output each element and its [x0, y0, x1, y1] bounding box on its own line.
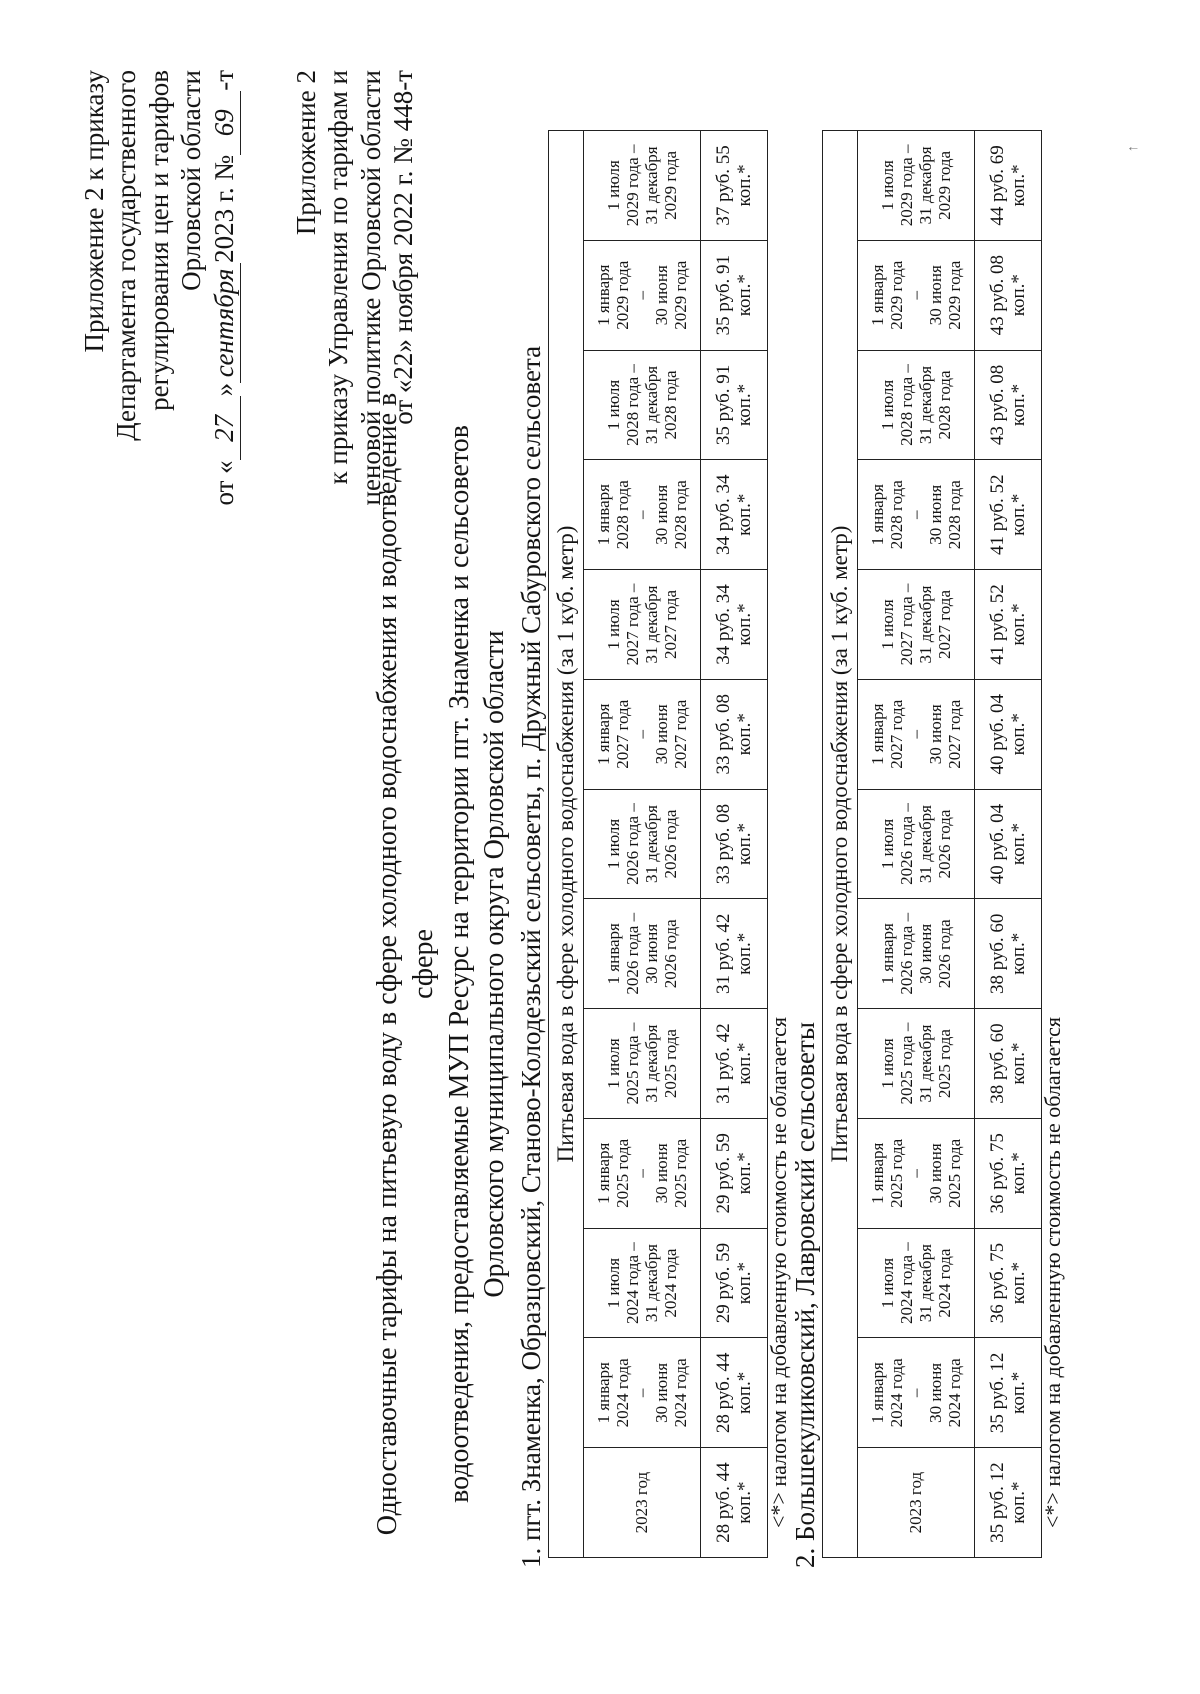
period-line: 30 июня	[651, 1362, 671, 1423]
tariff-value-cell	[975, 1448, 1042, 1558]
margin-mark: ↑	[1126, 145, 1141, 152]
section-1-heading: 1. пгт. Знаменка, Образцовский, Станово-Колодезьский сельсоветы, п. Дружный Сабуровского сельсовета	[516, 345, 546, 1568]
tariff-value-line: 41 руб. 52	[986, 584, 1008, 665]
table-caption: Питьевая вода в сфере холодного водоснабжения (за 1 куб. метр)	[823, 131, 858, 1558]
period-line: 2024 года	[613, 1358, 633, 1428]
period-header-cell	[584, 1228, 701, 1338]
period-header-cell	[584, 1009, 701, 1119]
period-line: 2027 года	[944, 699, 964, 769]
period-line: 2025 года	[661, 1029, 681, 1099]
tariff-value-cell	[701, 240, 768, 350]
period-line: 2026 года	[661, 809, 681, 879]
period-header-cell	[584, 131, 701, 241]
period-line: 31 декабря	[916, 146, 935, 225]
period-line: 30 июня	[651, 484, 671, 545]
period-line: 31 декабря	[642, 585, 661, 664]
period-line: 2025 года –	[622, 1022, 642, 1105]
period-header-cell	[584, 789, 701, 899]
tariff-value-cell	[975, 1228, 1042, 1338]
period-line: 31 декабря	[642, 146, 661, 225]
period-header-cell	[584, 570, 701, 680]
section-2-heading: 2. Большекуликовский, Лавровский сельсоветы	[790, 1022, 820, 1568]
appendix-new-block	[78, 70, 241, 506]
period-line: –	[632, 290, 652, 300]
tariff-value-line: 40 руб. 04	[986, 694, 1008, 775]
tariff-value-cell	[975, 570, 1042, 680]
period-line: –	[632, 1169, 652, 1178]
period-line: 1 июля	[603, 379, 623, 431]
period-line: 2025 года	[613, 1138, 633, 1208]
period-line: 2023 год	[632, 1471, 652, 1534]
tariff-value-cell	[975, 1009, 1042, 1119]
period-line: 2023 год	[906, 1471, 926, 1534]
period-line: 1 июля	[603, 1038, 623, 1089]
tariff-value-line: коп.*	[734, 493, 755, 536]
period-line: 2028 года	[670, 480, 690, 550]
tariff-value-line: 35 руб. 12	[986, 1462, 1008, 1543]
tariff-value-cell	[975, 460, 1042, 570]
tariff-value-cell	[701, 789, 768, 899]
tariff-value-line: 28 руб. 44	[712, 1352, 734, 1434]
tariff-value-line: коп.*	[1008, 932, 1029, 975]
period-line: 1 июля	[603, 160, 623, 211]
period-line: 2027 года –	[896, 583, 916, 666]
period-line: 2029 года	[670, 260, 690, 330]
period-line: 30 июня	[916, 923, 935, 984]
appendix-old-line3: ценовой политике Орловской области	[355, 70, 386, 506]
tariff-value-line: коп.*	[734, 1262, 755, 1305]
period-header-cell	[858, 350, 975, 460]
period-line: 1 июля	[603, 818, 623, 870]
tariff-value-line: коп.*	[1008, 383, 1029, 427]
period-header-cell	[584, 240, 701, 350]
period-line: 2026 года –	[896, 912, 916, 995]
period-line: 30 июня	[925, 265, 945, 326]
period-line: 1 июля	[603, 1257, 623, 1309]
period-line: 2025 года –	[896, 1022, 916, 1105]
period-line: 2027 года –	[622, 583, 642, 666]
period-line: 1 января	[868, 1362, 888, 1424]
tariff-value-line: коп.*	[734, 713, 755, 756]
period-line: 30 июня	[925, 1362, 945, 1423]
tariff-value-line: коп.*	[1008, 603, 1029, 646]
period-header-cell	[858, 1118, 975, 1228]
period-line: 2024 года	[661, 1248, 681, 1318]
tariff-value-line: коп.*	[734, 164, 755, 207]
period-line: 2027 года	[661, 589, 681, 659]
tariff-value-cell	[701, 1009, 768, 1119]
period-line: 1 января	[594, 484, 614, 546]
period-line: –	[632, 510, 652, 519]
period-line: 31 декабря	[916, 805, 935, 884]
tariff-value-cell	[701, 460, 768, 570]
tariff-value-line: 35 руб. 91	[712, 364, 734, 446]
tariff-value-line: 44 руб. 69	[986, 145, 1008, 226]
tariff-value-line: коп.*	[1008, 713, 1029, 756]
tariff-value-line: коп.*	[1008, 1481, 1029, 1524]
period-line: 2026 года –	[622, 803, 642, 885]
appendix-new-line1: Приложение 2 к приказу	[79, 70, 109, 353]
tariff-value-line: коп.*	[1008, 164, 1029, 207]
period-line: 1 января	[877, 923, 897, 985]
period-line: –	[906, 730, 926, 739]
tariff-value-cell	[701, 1118, 768, 1228]
period-line: 2025 года	[887, 1138, 907, 1208]
tariff-value-line: коп.*	[1008, 1371, 1029, 1414]
tariff-value-cell	[975, 350, 1042, 460]
title-line3: Орловского муниципального округа Орловской области	[479, 630, 511, 1298]
period-header-cell	[858, 1338, 975, 1448]
period-header-cell	[858, 570, 975, 680]
tariff-value-line: 33 руб. 08	[712, 803, 734, 885]
tariff-value-line: 29 руб. 59	[712, 1133, 734, 1214]
period-line: 2024 года –	[896, 1242, 916, 1324]
tariff-value-line: коп.*	[734, 1371, 755, 1414]
tariff-value-line: коп.*	[1008, 493, 1029, 536]
period-header-cell	[858, 131, 975, 241]
period-line: 1 января	[868, 264, 888, 326]
period-line: 2029 года –	[896, 144, 916, 227]
tariff-value-line: коп.*	[1008, 822, 1029, 866]
period-line: 31 декабря	[916, 365, 935, 444]
tariff-value-line: 34 руб. 34	[712, 584, 734, 665]
tariff-value-line: 40 руб. 04	[986, 803, 1008, 885]
period-line: 31 декабря	[916, 1024, 935, 1103]
period-line: 2029 года	[944, 260, 964, 330]
document-title	[370, 384, 513, 1544]
tariff-value-line: коп.*	[734, 1152, 755, 1195]
title-line1: Одноставочные тарифы на питьевую воду в сфере холодного водоснабжения и водоотведение в сфере	[372, 392, 439, 1536]
tariff-value-cell	[701, 1228, 768, 1338]
period-line: 30 июня	[925, 1143, 945, 1204]
period-line: 2024 года –	[622, 1242, 642, 1324]
period-line: 1 января	[868, 703, 888, 765]
tariff-value-cell	[701, 1338, 768, 1448]
period-line: 2028 года –	[896, 364, 916, 446]
tariff-value-line: 33 руб. 08	[712, 694, 734, 775]
appendix-old-line4: от «22» ноября 2022 г. № 448-т	[388, 70, 419, 425]
appendix-old-line2: к приказу Управления по тарифам и	[323, 70, 354, 485]
period-line: 30 июня	[925, 484, 945, 545]
period-line: 2026 года –	[896, 803, 916, 885]
period-header-cell	[584, 899, 701, 1009]
period-line: 30 июня	[925, 704, 945, 765]
tariff-value-line: коп.*	[734, 1481, 755, 1524]
period-line: 1 января	[868, 484, 888, 546]
period-line: 1 июля	[877, 1038, 897, 1089]
tariff-value-line: 37 руб. 55	[712, 145, 734, 226]
period-line: 1 января	[868, 1142, 888, 1204]
date-number-handwritten: 69	[208, 91, 241, 155]
period-header-cell	[584, 1118, 701, 1228]
period-line: 2024 года	[887, 1358, 907, 1428]
period-line: 2027 года	[887, 699, 907, 769]
period-line: 31 декабря	[642, 1024, 661, 1103]
tariff-value-line: 29 руб. 59	[712, 1242, 734, 1324]
period-line: 2028 года	[944, 480, 964, 550]
tariff-value-line: 43 руб. 08	[986, 254, 1008, 336]
tariff-value-cell	[701, 679, 768, 789]
tariff-value-cell	[975, 679, 1042, 789]
period-header-cell	[584, 679, 701, 789]
appendix-new-line3: регулирования цен и тарифов	[143, 70, 174, 411]
period-line: 1 января	[594, 703, 614, 765]
period-line: 2027 года	[613, 699, 633, 769]
tariff-value-line: коп.*	[734, 383, 755, 427]
date-prefix: от «	[208, 460, 239, 506]
period-line: 31 декабря	[642, 805, 661, 884]
period-line: 31 декабря	[916, 585, 935, 664]
tariff-value-cell	[975, 1118, 1042, 1228]
period-header-cell	[858, 679, 975, 789]
period-line: 1 июля	[877, 599, 897, 650]
period-line: 2029 года	[935, 150, 955, 220]
tariff-value-line: коп.*	[734, 274, 755, 317]
period-line: 2025 года	[944, 1138, 964, 1208]
tariff-value-cell	[975, 899, 1042, 1009]
period-line: –	[906, 510, 926, 519]
period-line: 2029 года –	[622, 144, 642, 227]
date-day-handwritten: 27	[208, 396, 241, 460]
section-1-footnote: <*> налогом на добавленную стоимость не облагается	[766, 1016, 791, 1528]
tariff-value-line: 31 руб. 42	[712, 1023, 734, 1104]
tariff-value-line: 35 руб. 91	[712, 254, 734, 336]
tariff-value-cell	[975, 131, 1042, 241]
period-line: 2029 года	[661, 150, 681, 220]
tariff-value-line: 28 руб. 44	[712, 1462, 734, 1543]
appendix-new-line4: Орловской области	[176, 70, 207, 291]
tariff-value-line: коп.*	[734, 932, 755, 975]
period-line: 2027 года	[670, 699, 690, 769]
tariff-value-line: 36 руб. 75	[986, 1133, 1008, 1214]
tariff-value-line: коп.*	[1008, 1152, 1029, 1195]
appendix-new-date	[208, 70, 241, 506]
title-line2: водоотведения, предоставляемые МУП Ресурс на территории пгт. Знаменка и сельсоветов	[443, 425, 475, 1503]
period-line: 2029 года	[613, 260, 633, 330]
date-year: 2023 г. №	[208, 154, 239, 263]
period-line: 2028 года	[661, 370, 681, 440]
tariff-value-cell	[975, 1338, 1042, 1448]
period-header-cell	[584, 1338, 701, 1448]
period-line: 1 июля	[877, 818, 897, 870]
period-header-cell	[858, 899, 975, 1009]
tariff-value-cell	[701, 350, 768, 460]
tariff-table-2	[822, 130, 1042, 1558]
period-header-cell	[858, 460, 975, 570]
period-header-cell	[584, 350, 701, 460]
tariff-value-cell	[701, 899, 768, 1009]
section-2-footnote: <*> налогом на добавленную стоимость не облагается	[1040, 1016, 1065, 1528]
date-suffix: -т	[208, 70, 239, 91]
period-line: 30 июня	[642, 923, 661, 984]
period-line: –	[632, 730, 652, 739]
period-line: 2027 года	[935, 589, 955, 659]
period-line: 2028 года	[613, 480, 633, 550]
period-line: 30 июня	[651, 1143, 671, 1204]
period-header-cell	[584, 1448, 701, 1558]
tariff-value-line: 38 руб. 60	[986, 1023, 1008, 1104]
period-line: 31 декабря	[642, 365, 661, 444]
period-header-cell	[858, 1009, 975, 1119]
period-line: 31 декабря	[916, 1244, 935, 1323]
tariff-value-cell	[701, 1448, 768, 1558]
tariff-value-line: 36 руб. 75	[986, 1242, 1008, 1324]
period-line: 30 июня	[651, 704, 671, 765]
period-header-cell	[858, 1228, 975, 1338]
tariff-value-line: коп.*	[1008, 1262, 1029, 1305]
period-line: 1 июля	[877, 1257, 897, 1309]
period-line: 2028 года	[887, 480, 907, 550]
period-line: –	[632, 1388, 652, 1398]
period-line: 2024 года	[670, 1358, 690, 1428]
date-month-handwritten: сентября	[208, 263, 241, 383]
tariff-value-line: коп.*	[734, 822, 755, 866]
period-line: 1 июля	[603, 599, 623, 650]
tariff-value-line: 41 руб. 52	[986, 474, 1008, 555]
tariff-value-line: 35 руб. 12	[986, 1352, 1008, 1434]
period-line: 2024 года	[935, 1248, 955, 1318]
period-line: 2025 года	[670, 1138, 690, 1208]
tariff-value-line: коп.*	[1008, 274, 1029, 317]
period-line: 30 июня	[651, 265, 671, 326]
period-line: 31 декабря	[642, 1244, 661, 1323]
period-line: 2026 года	[935, 809, 955, 879]
date-mid: »	[208, 382, 239, 397]
period-line: 2026 года –	[622, 912, 642, 995]
tariff-value-cell	[975, 240, 1042, 350]
period-header-cell	[858, 1448, 975, 1558]
period-header-cell	[858, 789, 975, 899]
tariff-value-line: коп.*	[734, 603, 755, 646]
period-line: –	[906, 290, 926, 300]
period-line: 1 июля	[877, 160, 897, 211]
appendix-new-line2: Департамента государственного	[111, 70, 142, 441]
period-line: 1 января	[594, 1362, 614, 1424]
period-line: 1 января	[594, 264, 614, 326]
table-caption: Питьевая вода в сфере холодного водоснабжения (за 1 куб. метр)	[549, 131, 584, 1558]
period-line: 1 июля	[877, 379, 897, 431]
tariff-value-line: 43 руб. 08	[986, 364, 1008, 446]
period-line: 1 января	[603, 923, 623, 985]
period-line: 2024 года	[944, 1358, 964, 1428]
tariff-value-cell	[701, 131, 768, 241]
period-line: 2026 года	[935, 919, 955, 989]
tariff-value-line: 34 руб. 34	[712, 474, 734, 555]
tariff-value-line: 38 руб. 60	[986, 913, 1008, 994]
period-header-cell	[584, 460, 701, 570]
period-line: 2029 года	[887, 260, 907, 330]
tariff-table-1	[548, 130, 768, 1558]
period-line: 1 января	[594, 1142, 614, 1204]
period-line: –	[906, 1388, 926, 1398]
period-line: 2026 года	[661, 919, 681, 989]
appendix-old-line1: Приложение 2	[291, 70, 321, 236]
tariff-value-cell	[975, 789, 1042, 899]
period-header-cell	[858, 240, 975, 350]
tariff-value-line: 31 руб. 42	[712, 913, 734, 994]
period-line: 2028 года –	[622, 364, 642, 446]
tariff-value-cell	[701, 570, 768, 680]
tariff-value-line: коп.*	[1008, 1042, 1029, 1085]
period-line: 2025 года	[935, 1029, 955, 1099]
period-line: 2028 года	[935, 370, 955, 440]
tariff-value-line: коп.*	[734, 1042, 755, 1085]
period-line: –	[906, 1169, 926, 1178]
